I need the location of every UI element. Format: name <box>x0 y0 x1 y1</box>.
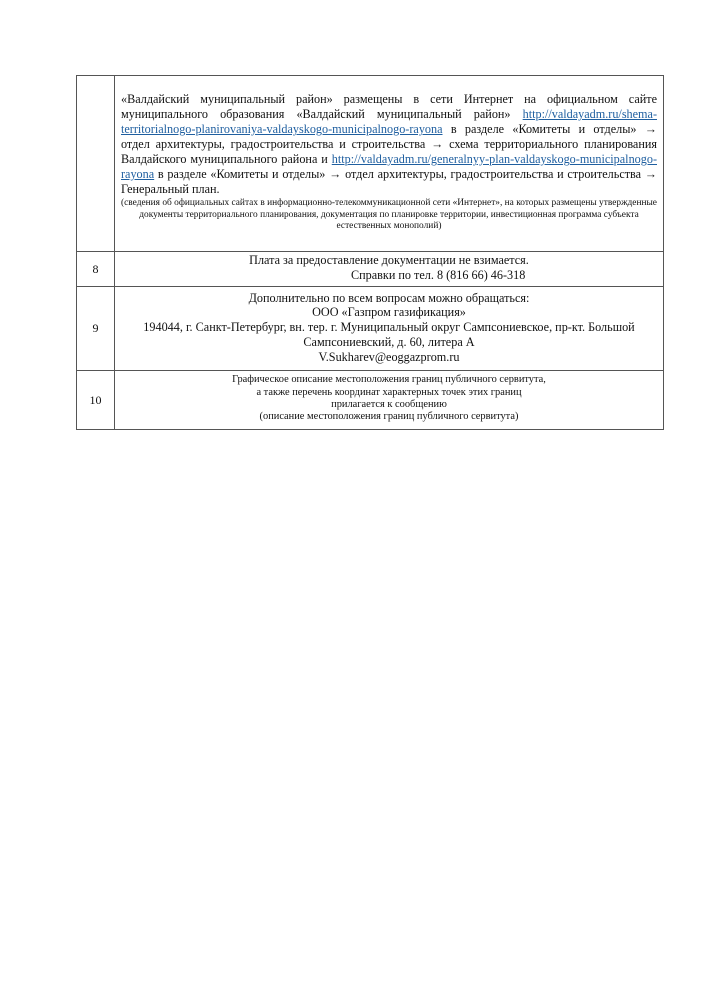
company-name: ООО «Газпром газификация» <box>312 305 466 320</box>
documents-text-1: «Валдайский муниципальный район» размещены в сети Интернет на официальном сайте муниципального образования «Валдайский муниципальный район» <box>121 92 657 122</box>
documents-text-2: в разделе «Комитеты и отделы» → отдел архитектуры, градостроительства и строительства → схема территориального планирования Валдайского муниципального района и <box>121 122 657 167</box>
phone-text: Справки по тел. 8 (816 66) 46-318 <box>351 268 526 282</box>
documents-text-3: в разделе «Комитеты и отделы» → отдел архитектуры, градостроительства и строительства → Генеральный план. <box>121 167 657 197</box>
table-row-9 <box>77 287 664 371</box>
table-row-10 <box>77 371 664 430</box>
table-row-8 <box>77 252 664 287</box>
documents-paragraph <box>121 92 657 197</box>
contact-email[interactable]: V.Sukharev@eoggazprom.ru <box>318 349 460 364</box>
row-number-9: 9 <box>77 287 115 371</box>
company-address: 194044, г. Санкт-Петербург, вн. тер. г. Муниципальный округ Сампсониевское, пр-кт. Большой Сампсониевский, д. 60, литера А <box>143 320 635 349</box>
shema-link[interactable]: http://valdayadm.ru/shema-territorialnogo-planirovaniya-valdayskogo-municipalnogo-rayona <box>121 107 658 137</box>
table-row-7 <box>77 76 664 252</box>
graphic-description-line-1: Графическое описание местоположения границ публичного сервитута, <box>232 374 546 386</box>
fee-text: Плата за предоставление документации не взимается. <box>249 253 529 267</box>
row-7-content <box>115 76 664 252</box>
genplan-link[interactable]: http://valdayadm.ru/generalnyy-plan-valdayskogo-municipalnogo-rayona <box>121 152 657 182</box>
graphic-description-line-3: прилагается к сообщению <box>331 399 447 410</box>
sites-note: (сведения об официальных сайтах в информационно-телекоммуникационной сети «Интернет», на которых размещены утвержденные документы территориального планирования, документация по планировке территории, инвестиционная программа субъекта естественных монополий) <box>121 198 657 232</box>
row-number-10: 10 <box>77 371 115 430</box>
graphic-description-line-2: а также перечень координат характерных точек этих границ <box>256 386 522 398</box>
row-number-empty <box>77 76 115 252</box>
contact-heading: Дополнительно по всем вопросам можно обращаться: <box>248 290 530 305</box>
document-table <box>76 75 664 430</box>
graphic-description-line-4: (описание местоположения границ публичного сервитута) <box>259 411 519 423</box>
row-9-content <box>115 287 664 371</box>
row-8-content <box>115 252 664 287</box>
row-number-8: 8 <box>77 252 115 287</box>
row-10-content <box>115 371 664 430</box>
